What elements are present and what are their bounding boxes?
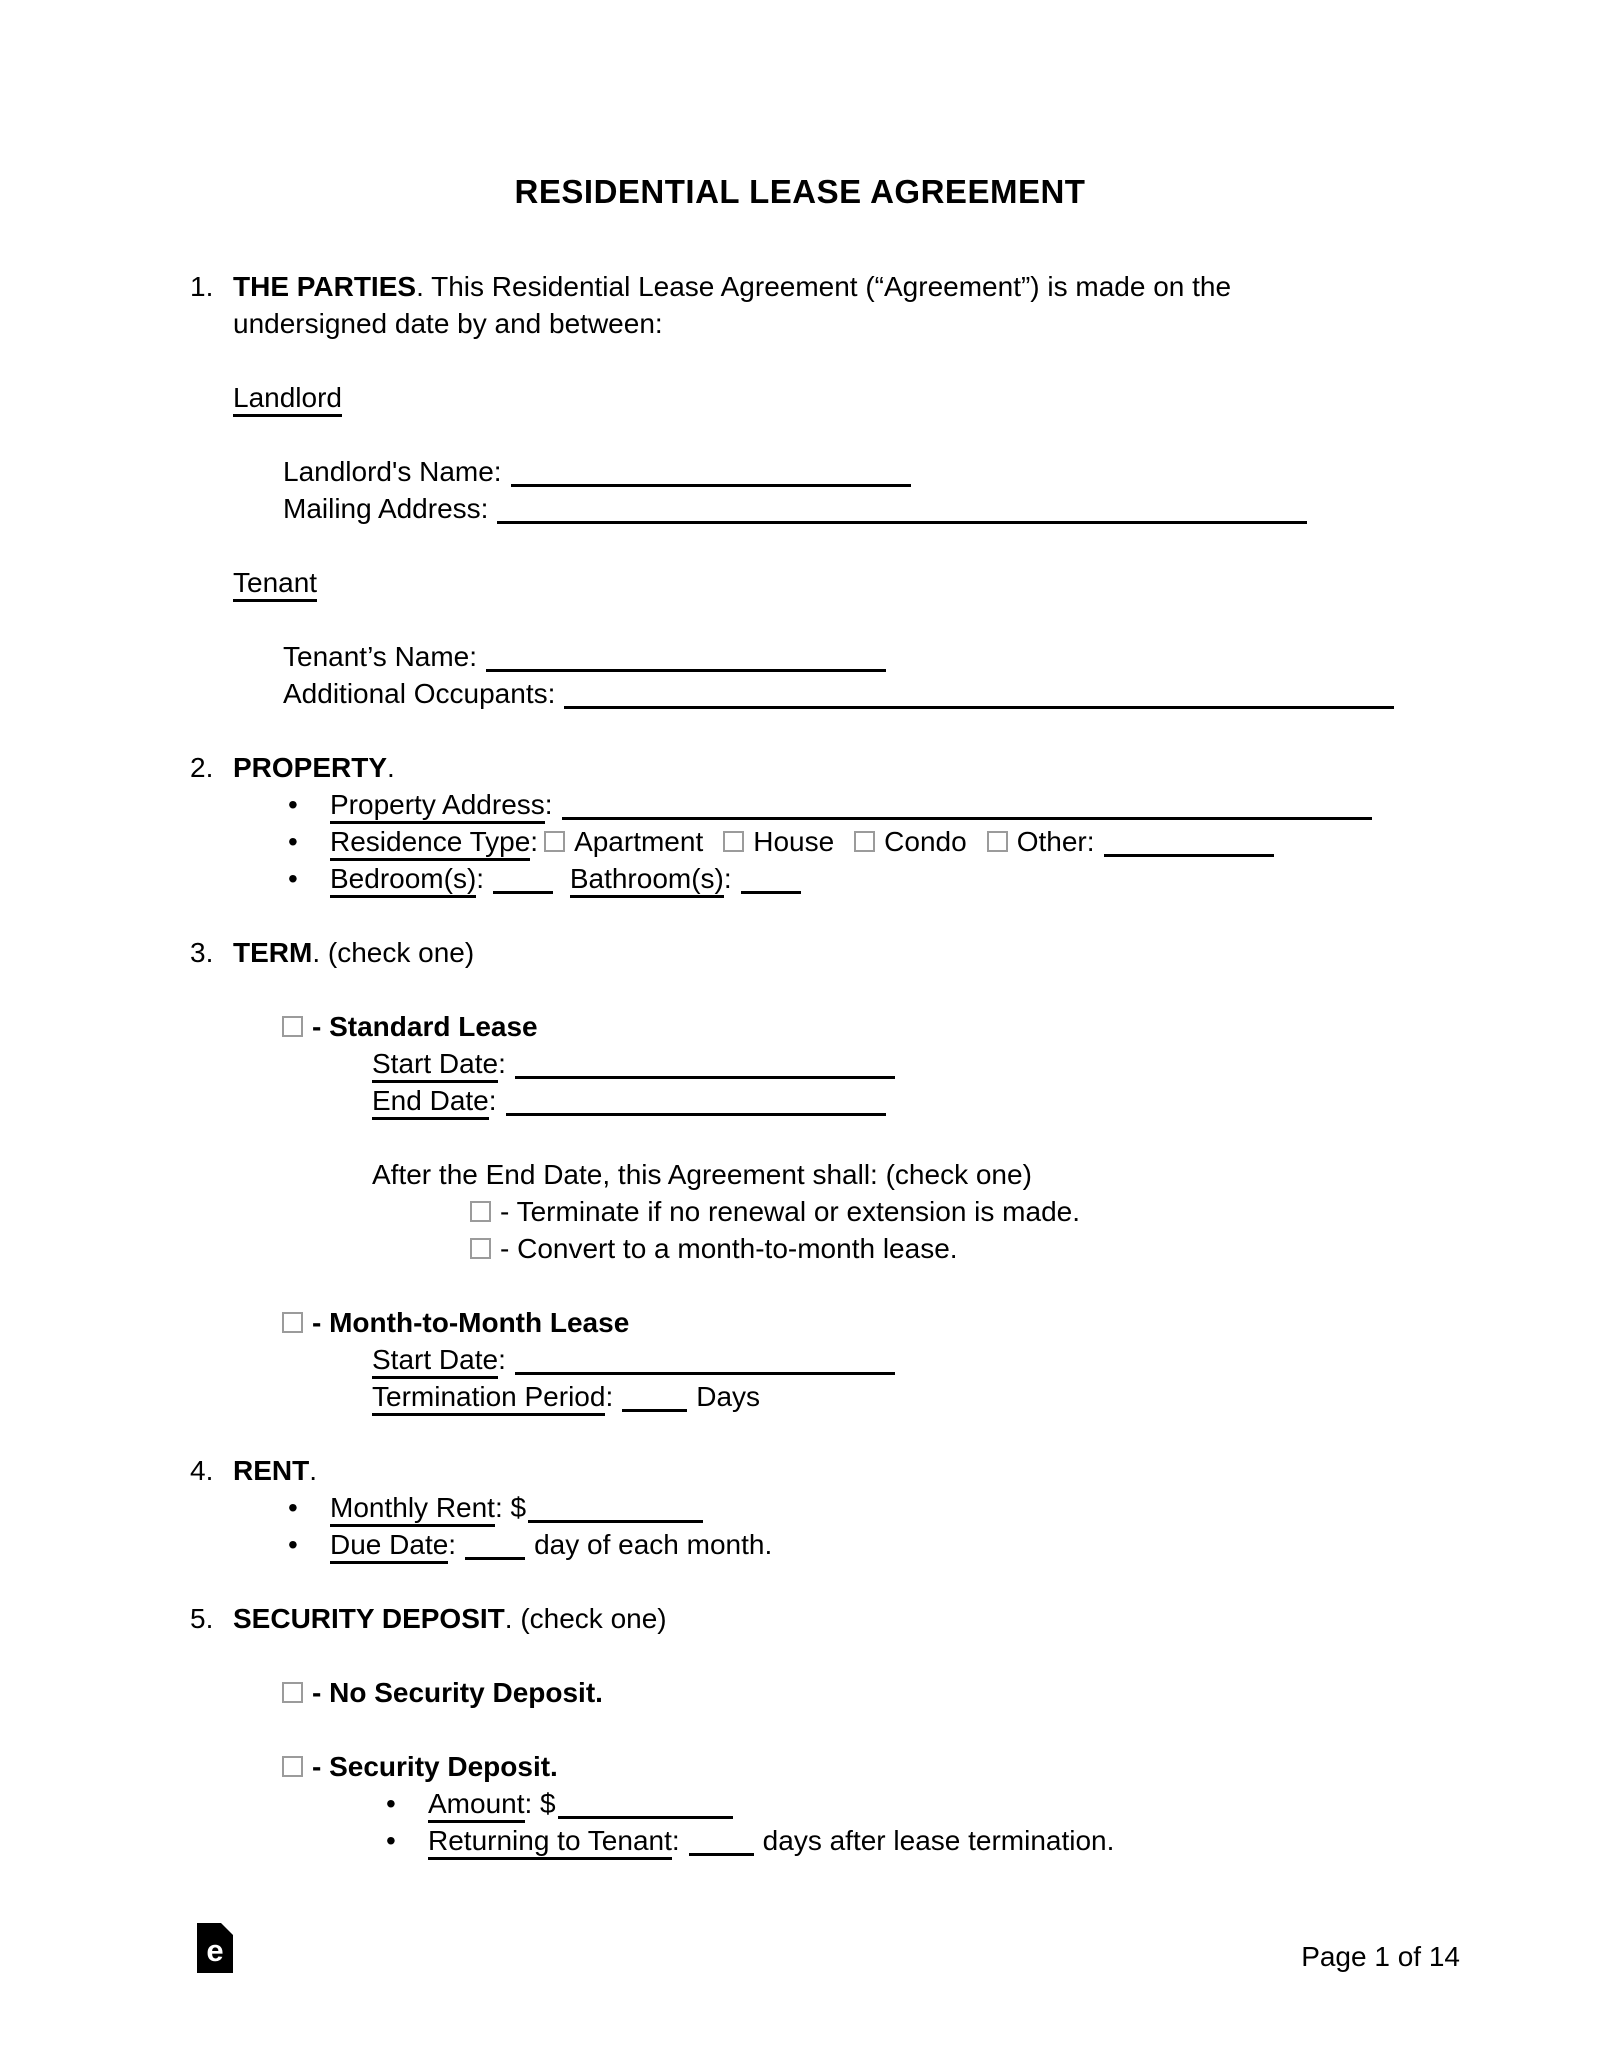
returning-after: days after lease termination. [762,1825,1115,1856]
mailing-address-label: Mailing Address: [283,493,489,524]
deposit-return-item [386,1822,1600,1859]
label-colon: : [498,1344,506,1375]
bedrooms-field[interactable] [493,869,553,894]
house-option-label: House [753,826,835,857]
section-heading-text: SECURITY DEPOSIT [233,1603,505,1634]
property-address-field[interactable] [562,795,1372,820]
property-address-label: Property Address [330,789,545,824]
section-parties-heading [190,268,1600,305]
other-checkbox[interactable] [987,831,1008,852]
section-heading-rest: . (check one) [504,1603,667,1634]
section-heading-rest: . (check one) [312,937,475,968]
bullet-icon: • [288,1529,298,1560]
month-to-month-checkbox[interactable] [282,1312,303,1333]
standard-end-date-line [372,1082,1600,1119]
label-colon: : [476,863,485,894]
bullet-icon: • [386,1788,396,1819]
tenant-heading [233,564,1600,601]
deposit-amount-field[interactable] [558,1794,733,1819]
document-title: RESIDENTIAL LEASE AGREEMENT [514,173,1086,210]
start-date-label: Start Date [372,1048,498,1083]
section-number: 5. [190,1603,214,1634]
month-to-month-option [282,1304,1600,1341]
bullet-icon: • [288,863,298,894]
tenant-heading-text: Tenant [233,567,317,602]
label-colon: : [723,863,732,894]
terminate-label: - Terminate if no renewal or extension is made. [500,1196,1080,1227]
section-number: 1. [190,271,214,302]
section-number: 4. [190,1455,214,1486]
due-date-label: Due Date [330,1529,448,1564]
section-heading-rest: . [309,1455,318,1486]
termination-period-label: Termination Period [372,1381,605,1416]
standard-lease-checkbox[interactable] [282,1016,303,1037]
additional-occupants-label: Additional Occupants: [283,678,556,709]
monthly-rent-field[interactable] [528,1498,703,1523]
landlord-name-line [283,453,1600,490]
section-property-heading [190,749,1600,786]
document-body [0,170,1600,1859]
security-deposit-option [282,1748,1600,1785]
house-checkbox[interactable] [723,831,744,852]
mtm-start-date-field[interactable] [515,1350,895,1375]
termination-period-line [372,1378,1600,1415]
label-colon: : [605,1381,614,1412]
label-colon: : [671,1825,680,1856]
security-deposit-checkbox[interactable] [282,1756,303,1777]
section-parties-line2: undersigned date by and between: [233,308,663,339]
condo-option-label: Condo [884,826,967,857]
terminate-option [470,1193,1600,1230]
page-number: Page 1 of 14 [1301,1941,1460,1972]
section-heading-rest: . This Residential Lease Agreement (“Agreement”) is made on the [416,271,1232,302]
deposit-amount-item [386,1785,1600,1822]
no-security-deposit-checkbox[interactable] [282,1682,303,1703]
section-term-heading [190,934,1600,971]
convert-option [470,1230,1600,1267]
section-heading-text: RENT [233,1455,310,1486]
standard-start-date-field[interactable] [515,1054,895,1079]
tenant-name-label: Tenant’s Name: [283,641,478,672]
property-address-item [288,786,1600,823]
section-security-deposit-heading [190,1600,1600,1637]
section-rent-heading [190,1452,1600,1489]
residence-type-item [288,823,1600,860]
section-heading-text: TERM [233,937,313,968]
section-number: 2. [190,752,214,783]
section-heading-text: PROPERTY [233,752,388,783]
section-heading-text: THE PARTIES [233,271,417,302]
standard-lease-label: - Standard Lease [312,1011,538,1042]
label-colon: : [448,1529,457,1560]
landlord-heading-text: Landlord [233,382,342,417]
security-deposit-label: - Security Deposit. [312,1751,558,1782]
eforms-logo-icon: e [197,1923,233,1973]
label-colon: : [544,789,553,820]
bullet-icon: • [386,1825,396,1856]
termination-period-field[interactable] [622,1387,687,1412]
deposit-return-days-field[interactable] [689,1831,754,1856]
standard-start-date-line [372,1045,1600,1082]
additional-occupants-field[interactable] [564,684,1394,709]
section-heading-rest: . [387,752,395,783]
monthly-rent-label: Monthly Rent [330,1492,495,1527]
no-security-deposit-option [282,1674,1600,1711]
after-end-date-text: After the End Date, this Agreement shall: (check one) [372,1159,1032,1190]
returning-to-tenant-label: Returning to Tenant [428,1825,672,1860]
landlord-name-label: Landlord's Name: [283,456,502,487]
label-colon-dollar: : $ [524,1788,556,1819]
label-colon: : [488,1085,497,1116]
section-number: 3. [190,937,214,968]
additional-occupants-line [283,675,1600,712]
month-to-month-label: - Month-to-Month Lease [312,1307,630,1338]
apartment-option-label: Apartment [574,826,704,857]
bathrooms-label: Bathroom(s) [570,863,724,898]
due-date-item [288,1526,1600,1563]
label-colon: : [498,1048,506,1079]
bedrooms-label: Bedroom(s) [330,863,476,898]
mailing-address-field[interactable] [497,499,1307,524]
amount-label: Amount [428,1788,525,1823]
tenant-name-line [283,638,1600,675]
tenant-name-field[interactable] [486,647,886,672]
bathrooms-field[interactable] [741,869,801,894]
mtm-start-date-line [372,1341,1600,1378]
convert-checkbox[interactable] [470,1238,491,1259]
due-date-field[interactable] [465,1535,525,1560]
mailing-address-line [283,490,1600,527]
bedrooms-bathrooms-item [288,860,1600,897]
convert-label: - Convert to a month-to-month lease. [500,1233,958,1264]
other-residence-field[interactable] [1104,832,1274,857]
standard-end-date-field[interactable] [506,1091,886,1116]
label-colon-dollar: : $ [494,1492,527,1523]
due-date-after: day of each month. [534,1529,773,1560]
start-date-label: Start Date [372,1344,498,1379]
bullet-icon: • [288,1492,298,1523]
landlord-heading [233,379,1600,416]
terminate-checkbox[interactable] [470,1201,491,1222]
apartment-checkbox[interactable] [544,831,565,852]
condo-checkbox[interactable] [854,831,875,852]
termination-period-after: Days [696,1381,761,1412]
label-colon: : [530,826,539,857]
bullet-icon: • [288,789,298,820]
other-option-label: Other: [1016,826,1095,857]
landlord-name-field[interactable] [511,462,911,487]
end-date-label: End Date [372,1085,489,1120]
residence-type-label: Residence Type [330,826,530,861]
standard-lease-option [282,1008,1600,1045]
no-security-deposit-label: - No Security Deposit. [312,1677,603,1708]
bullet-icon: • [288,826,298,857]
monthly-rent-item [288,1489,1600,1526]
